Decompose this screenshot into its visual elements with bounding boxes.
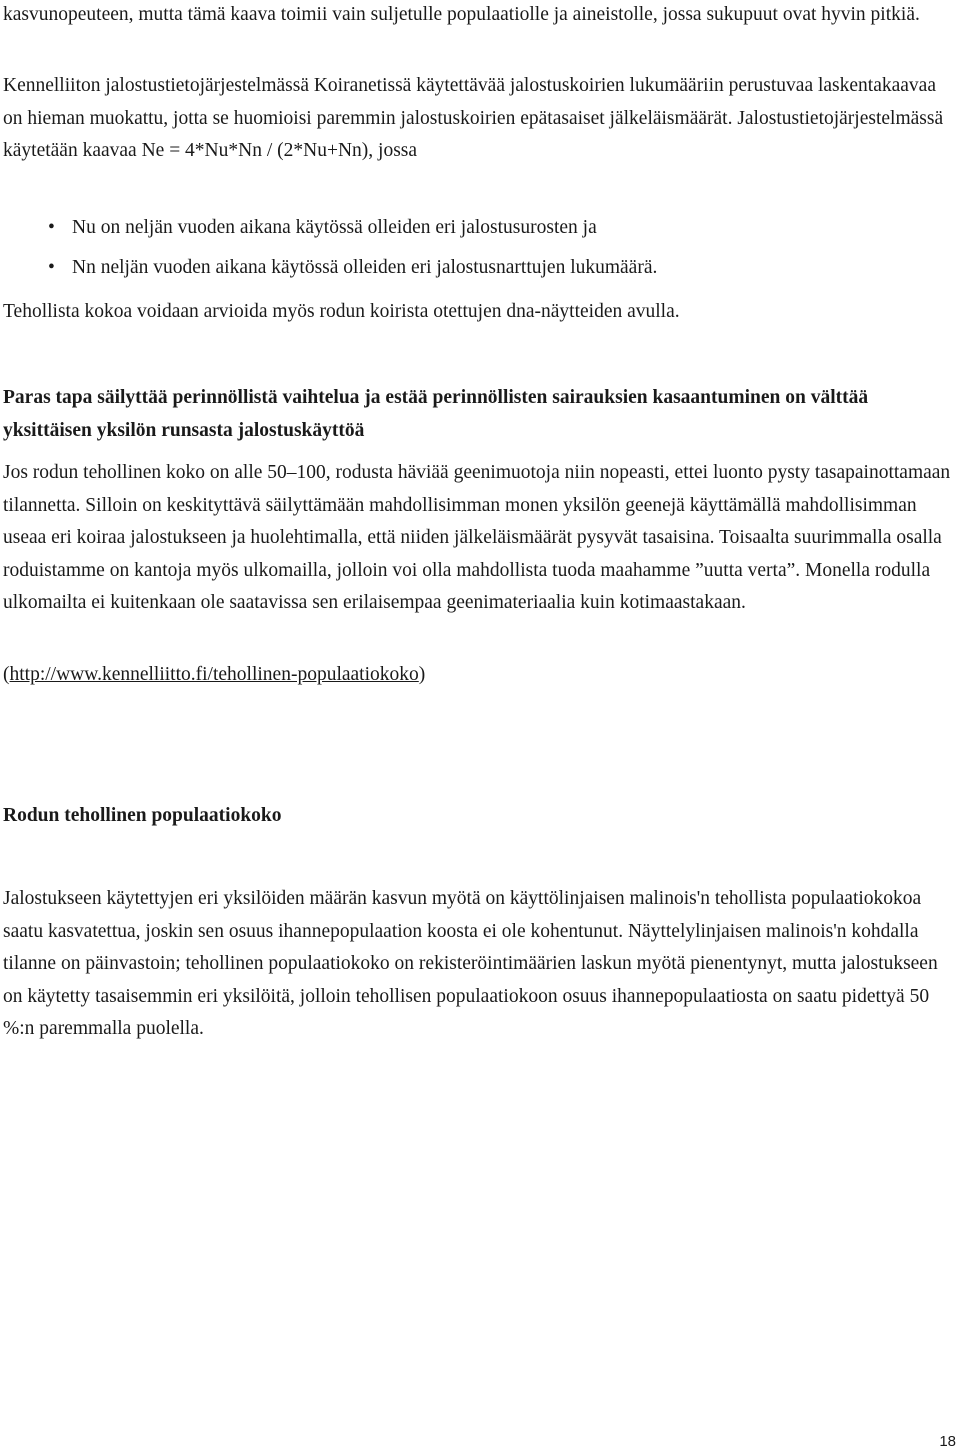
- dna-paragraph: Tehollista kokoa voidaan arvioida myös rodun koirista otettujen dna-näytteiden avulla.: [3, 301, 680, 322]
- effective-population-paragraph: Jalostukseen käytettyjen eri yksilöiden määrän kasvun myötä on käyttölinjaisen malinois'n tehollista populaatiokokoa saatu kasvatettua, joskin sen osuus ihannepopulaation koosta ei ole kohentunut. Näyttelylinjaisen malinois'n kohdalla tilanne on päinvastoin; tehollinen populaatiokoko on rekisteröintimäärien laskun myötä pienentynyt, mutta jalostukseen on käytetty tasaisemmin eri yksilöitä, jolloin tehollisen populaatiokoon osuus ihannepopulaatiosta on saatu pidettyä 50 %:n paremmalla puolella.: [3, 888, 938, 1039]
- genetic-variation-paragraph: Jos rodun tehollinen koko on alle 50–100, rodusta häviää geenimuotoja niin nopeasti, ettei luonto pysty tasapainottamaan tilannetta. Silloin on keskityttävä säilyttämään mahdollisimman monen yksilön geenejä käyttämällä mahdollisimman useaa eri koiraa jalostukseen ja huolehtimalla, että niiden jälkeläismäärät pysyvät tasaisina. Toisaalta suurimmalla osalla roduistamme on kantoja myös ulkomailla, jolloin voi olla mahdollista tuoda maahamme ”uutta verta”. Monella rodulla ulkomailta ei kuitenkaan ole saatavissa sen erilaisempaa geenimateriaalia kuin kotimaastakaan.: [3, 462, 951, 613]
- bullet-icon: •: [48, 217, 55, 238]
- bullet-text-nu: Nu on neljän vuoden aikana käytössä olleiden eri jalostusurosten ja: [72, 217, 597, 238]
- source-open-paren: (: [3, 664, 10, 685]
- list-item: [3, 248, 951, 288]
- source-reference: [3, 659, 951, 692]
- page-number: 18: [939, 1433, 956, 1450]
- source-link[interactable]: http://www.kennelliitto.fi/tehollinen-populaatiokoko: [9, 664, 419, 685]
- list-item: [3, 208, 951, 248]
- section-heading-genetic-variation: Paras tapa säilyttää perinnöllistä vaihtelua ja estää perinnöllisten sairauksien kasaantuminen on välttää yksittäisen yksilön runsasta jalostuskäyttöä: [3, 387, 869, 441]
- bullet-icon: •: [48, 257, 55, 278]
- section-heading-effective-population: Rodun tehollinen populaatiokoko: [3, 805, 282, 826]
- bullet-text-nn: Nn neljän vuoden aikana käytössä olleiden eri jalostusnarttujen lukumäärä.: [72, 257, 658, 278]
- source-close-paren: ): [418, 664, 426, 685]
- formula-bullet-list: [3, 208, 951, 288]
- kennelliitto-paragraph: Kennelliiton jalostustietojärjestelmässä Koiranetissä käytettävää jalostuskoirien lukumääriin perustuvaa laskentakaavaa on hieman muokattu, jotta se huomioisi paremmin jalostuskoirien epätasaiset jälkeläismäärät. Jalostustietojärjestelmässä käytetään kaavaa Ne = 4*Nu*Nn / (2*Nu+Nn), jossa: [3, 75, 944, 161]
- intro-paragraph: kasvunopeuteen, mutta tämä kaava toimii vain suljetulle populaatiolle ja aineistolle, jossa sukupuut ovat hyvin pitkiä.: [3, 4, 920, 25]
